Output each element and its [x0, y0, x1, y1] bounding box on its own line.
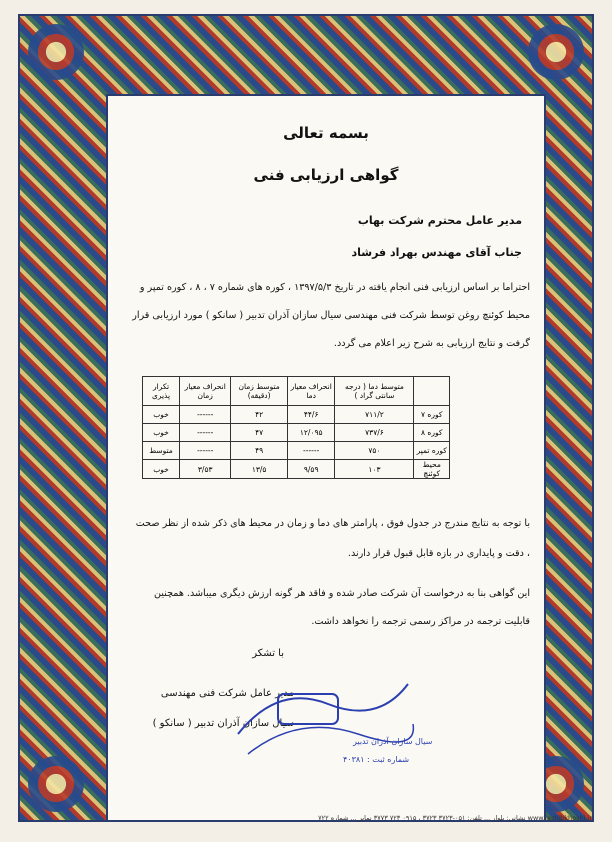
thanks-text: با تشکر	[252, 648, 284, 659]
table-row	[143, 460, 450, 479]
recipient-line-1: مدیر عامل محترم شرکت بهاب	[357, 214, 522, 227]
table-cell: محیط کوئنچ	[414, 460, 450, 479]
closing-line: قابلیت ترجمه در مراکز رسمی ترجمه را نخواهد داشت.	[311, 616, 530, 627]
table-cell: ۴۷	[231, 424, 287, 442]
table-cell: ------	[180, 424, 231, 442]
table-cell: کوره ۸	[414, 424, 450, 442]
intro-line: احتراما بر اساس ارزیابی فنی انجام یافته در تاریخ ۱۳۹۷/۵/۳ ، کوره های شماره ۷ ، ۸ ، کوره تمپر و	[139, 282, 530, 293]
table-cell: ۷۱۱/۲	[335, 406, 414, 424]
intro-line: محیط کوئنچ روغن توسط شرکت فنی مهندسی سیال سازان آذران تدبیر ( سانکو ) مورد ارزیابی قرار	[132, 310, 530, 321]
intro-line: گرفت و نتایج ارزیابی به شرح زیر اعلام می گردد.	[333, 338, 530, 349]
table-cell: خوب	[143, 460, 180, 479]
conclusion-line: با توجه به نتایج مندرج در جدول فوق ، پارامتر های دما و زمان در محیط های ذکر شده از نظر صحت	[135, 518, 530, 529]
table-cell: ۷۵۰	[335, 442, 414, 460]
table-row	[143, 406, 450, 424]
table-cell: ۴۲	[231, 406, 287, 424]
table-cell: ------	[180, 442, 231, 460]
company-stamp-icon	[218, 664, 433, 774]
table-cell: کوره ۷	[414, 406, 450, 424]
table-cell: ۴۴/۶	[287, 406, 335, 424]
evaluation-table	[142, 376, 450, 479]
table-header-row	[143, 377, 450, 406]
table-cell: ۹/۵۹	[287, 460, 335, 479]
table-header-cell	[414, 377, 450, 406]
table-header-cell: تکرار پذیری	[143, 377, 180, 406]
table-row	[143, 442, 450, 460]
signer-line-2: سیال سازان آذران تدبیر ( سانکو )	[152, 718, 294, 729]
table-cell: ۷۳۷/۶	[335, 424, 414, 442]
stamp-company-name: سیال سازان آذران تدبیر	[353, 737, 433, 746]
ornamental-border	[18, 14, 594, 822]
corner-ornament	[28, 24, 84, 80]
basmala-heading: بسمه تعالی	[283, 124, 369, 142]
stamp-registration-number: شماره ثبت : ۴۰۳۸۱	[343, 755, 410, 764]
document-title: گواهی ارزیابی فنی	[253, 166, 399, 184]
recipient-line-2: جناب آقای مهندس بهراد فرشاد	[351, 246, 522, 259]
table-cell: ------	[287, 442, 335, 460]
corner-ornament	[28, 756, 84, 812]
table-header-cell: انحراف معیار زمان	[180, 377, 231, 406]
table-header-cell: متوسط زمان (دقیقه)	[231, 377, 287, 406]
corner-ornament	[528, 24, 584, 80]
document-body	[106, 94, 546, 822]
footer-contact: www.iashibkhoshi.ir نشانی: بلوار ... تلفن: ۰۵۱-۳۷۲۳ ۳۷۲۳ ، ۰۹۱۵ ۷۲۳ ۳۷۷۳ نمابر ... شماره ۷۲۲	[318, 814, 592, 822]
table-cell: خوب	[143, 424, 180, 442]
table-cell: کوره تمپر	[414, 442, 450, 460]
conclusion-line: ، دقت و پایداری در بازه قابل قبول قرار دارند.	[347, 548, 530, 559]
signer-line-1: مدیر عامل شرکت فنی مهندسی	[160, 688, 294, 699]
table-row	[143, 424, 450, 442]
table-cell: ۳/۵۳	[180, 460, 231, 479]
table-cell: ------	[180, 406, 231, 424]
table-cell: خوب	[143, 406, 180, 424]
table-cell: ۱۰۳	[335, 460, 414, 479]
table-cell: ۱۳/۵	[231, 460, 287, 479]
table-cell: متوسط	[143, 442, 180, 460]
table-cell: ۱۲/۰۹۵	[287, 424, 335, 442]
table-cell: ۴۹	[231, 442, 287, 460]
table-header-cell: انحراف معیار دما	[287, 377, 335, 406]
table-header-cell: متوسط دما ( درجه سانتی گراد )	[335, 377, 414, 406]
closing-line: این گواهی بنا به درخواست آن شرکت صادر شده و فاقد هر گونه ارزش دیگری میباشد. همچنین	[153, 588, 530, 599]
